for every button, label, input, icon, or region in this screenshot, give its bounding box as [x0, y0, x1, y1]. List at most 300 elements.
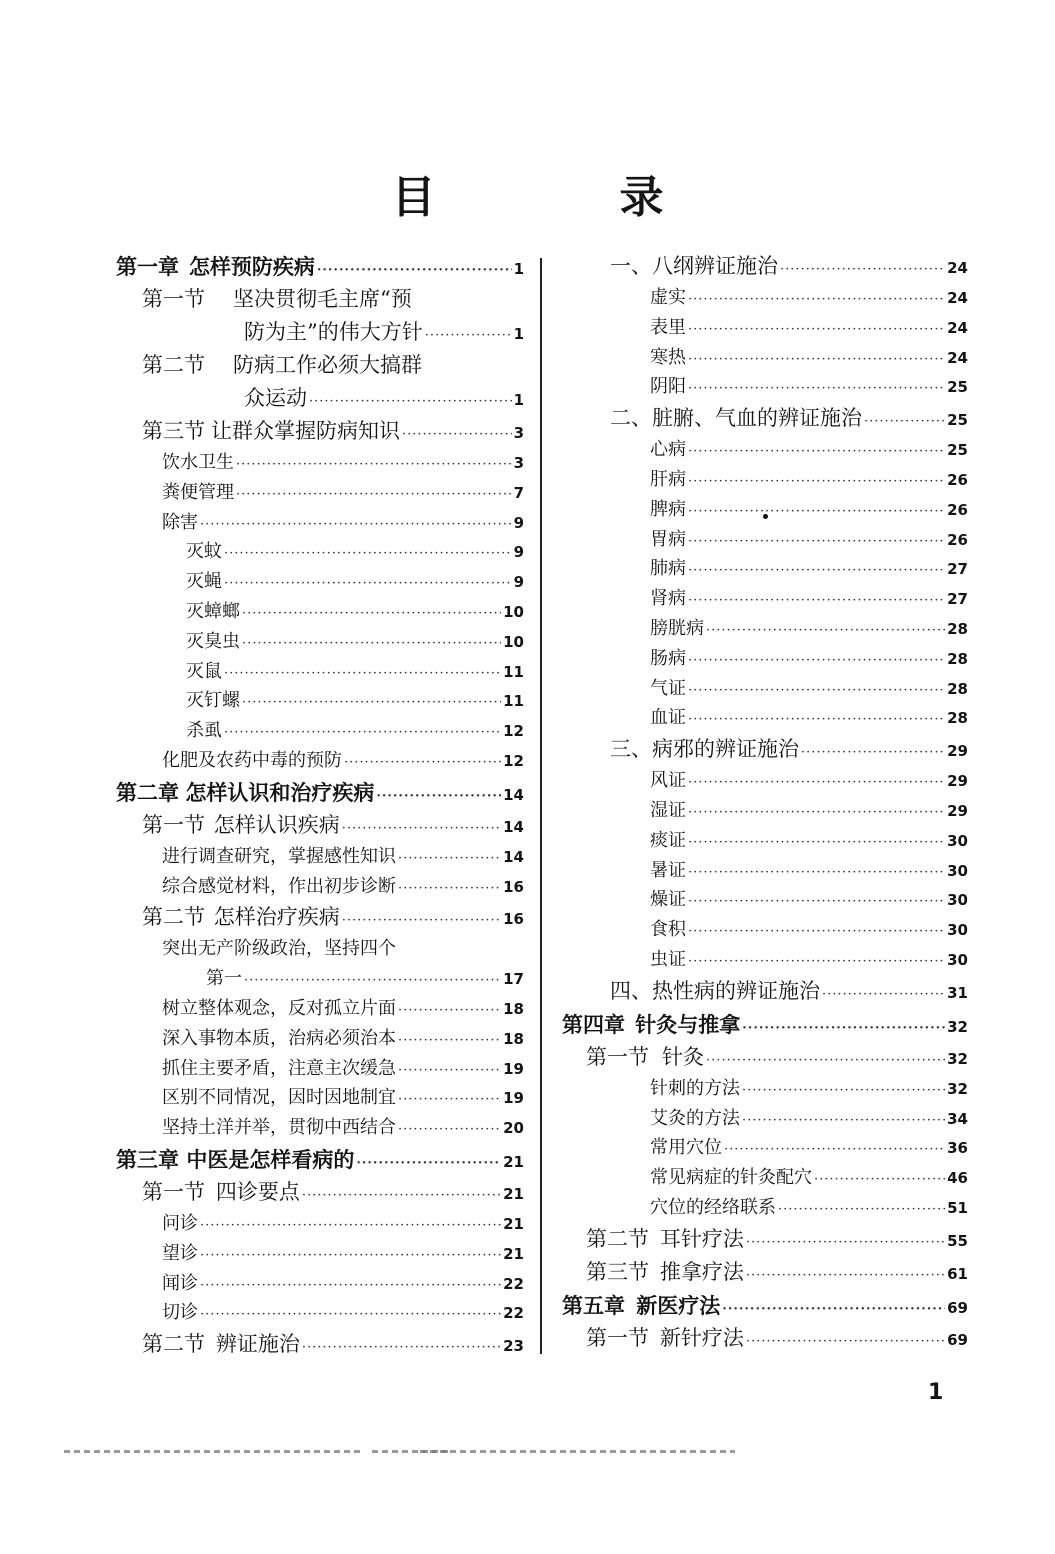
toc-leader-dots: [224, 718, 501, 748]
toc-page-number: 14: [503, 847, 524, 866]
toc-page-number: 24: [947, 348, 968, 367]
toc-item-entry[interactable]: [562, 796, 968, 826]
toc-page-number: 34: [947, 1109, 968, 1128]
toc-leader-dots: [688, 497, 945, 527]
toc-leader-dots: [688, 705, 945, 735]
toc-leader-dots: [398, 1115, 501, 1145]
toc-page-number: 69: [947, 1298, 968, 1317]
toc-entry-title: 胃病: [650, 528, 686, 550]
toc-entry-title: 灭蝇: [186, 571, 222, 593]
toc-leader-dots: [688, 947, 945, 977]
toc-page-number: 32: [947, 1079, 968, 1098]
toc-item-entry[interactable]: [562, 554, 968, 584]
toc-leader-dots: [814, 1165, 945, 1195]
toc-page-number: 30: [947, 921, 968, 940]
toc-entry-title: 问诊: [162, 1212, 198, 1234]
toc-entry-title: 针灸与推拿: [635, 1011, 741, 1037]
toc-leader-dots: [688, 437, 945, 467]
toc-entry-title: 表里: [650, 316, 686, 338]
toc-entry-title: 三、病邪的辨证施治: [610, 737, 799, 762]
toc-entry-title: 饮水卫生: [162, 452, 234, 473]
toc-page-number: 9: [513, 513, 524, 532]
toc-item-entry[interactable]: [562, 525, 968, 555]
toc-entry-title: 阴阳: [650, 376, 686, 398]
toc-page-number: 1: [513, 325, 524, 343]
toc-entry-title: 闻诊: [162, 1272, 198, 1294]
toc-leader-dots: [200, 1211, 501, 1241]
toc-page-number: 28: [947, 679, 968, 698]
toc-page-number: 29: [947, 801, 968, 820]
toc-page-number: 21: [503, 1244, 524, 1263]
toc-item-entry[interactable]: [562, 465, 968, 495]
toc-entry-title: 痰证: [650, 829, 686, 851]
toc-page-number: 18: [503, 999, 524, 1018]
toc-entry-title: 寒热: [650, 346, 686, 368]
toc-item-entry[interactable]: [562, 703, 968, 733]
toc-leader-dots: [778, 1195, 945, 1225]
toc-entry-title: 气证: [650, 677, 686, 699]
toc-page-number: 22: [503, 1274, 524, 1293]
toc-entry-title: 除害: [162, 511, 198, 533]
toc-page-number: 28: [947, 619, 968, 638]
scan-artifact-line: [420, 1450, 735, 1453]
toc-leader-dots: [688, 676, 945, 706]
scan-artifact-line: [64, 1450, 364, 1453]
toc-entry-title: 虫证: [650, 948, 686, 970]
toc-leader-dots: [224, 569, 512, 599]
toc-entry-title: 脾病: [650, 498, 686, 520]
toc-entry-title: 暑证: [650, 859, 686, 881]
toc-item-entry[interactable]: [562, 766, 968, 796]
toc-page-number: 32: [947, 1049, 968, 1068]
toc-leader-dots: [801, 736, 945, 769]
toc-entry-label: 第一节: [142, 812, 205, 837]
toc-chapter-entry[interactable]: [116, 1143, 524, 1176]
toc-leader-dots: [425, 319, 512, 352]
toc-entry-title: 让群众掌握防病知识: [210, 419, 400, 443]
toc-page-number: 31: [947, 983, 968, 1002]
toc-page-number: 27: [947, 590, 968, 609]
toc-leader-dots: [746, 1259, 945, 1292]
toc-entry-title: 针刺的方法: [650, 1077, 740, 1099]
column-divider: [540, 258, 542, 1354]
toc-page-number: 11: [503, 662, 524, 681]
toc-page-number: 29: [947, 742, 968, 761]
toc-leader-dots: [722, 1293, 945, 1326]
toc-page-number: 14: [503, 785, 524, 804]
toc-entry-title: 突出无产阶级政治，坚持四个: [162, 938, 396, 960]
toc-entry-title: 心病: [650, 439, 686, 461]
toc-leader-dots: [356, 1147, 501, 1180]
toc-entry-label: 第二节: [586, 1226, 649, 1251]
toc-page-number: 14: [503, 817, 524, 836]
toc-section-entry[interactable]: [116, 1328, 524, 1361]
toc-item-entry[interactable]: [562, 614, 968, 644]
toc-leader-dots: [688, 556, 945, 586]
toc-page-number: 29: [947, 772, 968, 791]
toc-leader-dots: [200, 1271, 501, 1301]
toc-page-number: 21: [503, 1214, 524, 1233]
toc-entry-title: 树立整体观念，反对孤立片面: [162, 997, 396, 1019]
toc-entry-title: 防病工作必须大搞群: [233, 353, 422, 377]
toc-page-number: 24: [947, 318, 968, 337]
toc-section-entry[interactable]: [116, 283, 524, 349]
toc-item-entry[interactable]: [116, 1083, 524, 1113]
toc-entry-label: 第三节: [142, 419, 205, 443]
toc-page-number: 61: [947, 1264, 968, 1283]
toc-entry-title: 四、热性病的辨证施治: [610, 978, 820, 1003]
toc-leader-dots: [864, 405, 945, 438]
toc-section-entry[interactable]: [116, 901, 524, 934]
toc-item-entry[interactable]: [116, 657, 524, 687]
toc-section-entry[interactable]: [562, 1322, 968, 1355]
toc-page-number: 24: [947, 289, 968, 307]
toc-entry-title: 湿证: [650, 799, 686, 821]
toc-entry-title: 常用穴位: [650, 1137, 722, 1159]
toc-page-number: 16: [503, 910, 524, 929]
toc-leader-dots: [398, 874, 501, 904]
toc-entry-title: 灭臭虫: [186, 630, 240, 652]
toc-entry-title: 肝病: [650, 468, 686, 490]
toc-page-number: 46: [947, 1169, 968, 1188]
toc-leader-dots: [376, 780, 501, 813]
page-title: 目 录: [391, 172, 734, 223]
toc-leader-dots: [398, 1085, 501, 1115]
toc-page-number: 20: [503, 1119, 524, 1138]
toc-item-entry[interactable]: [116, 686, 524, 716]
toc-entry-title: 杀虱: [186, 720, 222, 742]
toc-entry-label: 第三章: [116, 1146, 179, 1172]
toc-page-number: 28: [947, 709, 968, 728]
toc-item-entry[interactable]: [116, 1113, 524, 1143]
toc-item-entry[interactable]: [116, 1298, 524, 1328]
toc-item-entry[interactable]: [116, 567, 524, 597]
toc-page-number: 55: [947, 1231, 968, 1250]
toc-page-number: 69: [947, 1330, 968, 1349]
toc-leader-dots: [688, 768, 945, 798]
toc-entry-title: 坚持土洋并举，贯彻中西结合: [162, 1117, 396, 1139]
toc-section-entry[interactable]: [562, 1223, 968, 1256]
toc-entry-title: 风证: [650, 770, 686, 792]
toc-page-number: 51: [947, 1198, 968, 1217]
toc-leader-dots: [398, 844, 501, 874]
toc-section-entry[interactable]: [562, 250, 968, 283]
toc-page-number: 23: [503, 1337, 524, 1356]
toc-entry-title: 灭蟑螂: [186, 600, 240, 622]
toc-entry-label: 第二节: [142, 353, 205, 377]
toc-entry-title: 辨证施治: [215, 1332, 300, 1357]
toc-section-entry[interactable]: [116, 1176, 524, 1209]
toc-leader-dots: [688, 887, 945, 917]
toc-section-entry[interactable]: [562, 975, 968, 1008]
toc-item-entry[interactable]: [116, 994, 524, 1024]
toc-page-number: 1: [513, 391, 524, 409]
toc-entry-title: 针灸: [662, 1044, 705, 1069]
toc-item-entry[interactable]: [116, 627, 524, 657]
toc-entry-label: 第一节: [142, 287, 205, 311]
toc-entry-title: 耳针疗法: [659, 1226, 744, 1251]
toc-item-entry[interactable]: [562, 1074, 968, 1104]
toc-entry-title: 抓住主要矛盾，注意主次缓急: [162, 1057, 396, 1079]
toc-entry-title-continued: 防为主”的伟大方针: [244, 320, 423, 344]
toc-entry-title: 肺病: [650, 558, 686, 580]
toc-page-number: 12: [503, 751, 524, 770]
toc-item-entry[interactable]: [562, 313, 968, 343]
toc-leader-dots: [688, 858, 945, 888]
toc-entry-title: 膀胱病: [650, 617, 704, 639]
toc-leader-dots: [742, 1106, 945, 1136]
toc-leader-dots: [200, 1241, 501, 1271]
toc-section-entry[interactable]: [116, 415, 524, 448]
toc-entry-label: 第四章: [562, 1011, 625, 1037]
toc-leader-dots: [302, 1331, 501, 1364]
toc-leader-dots: [688, 374, 945, 404]
toc-page-number: 16: [503, 877, 524, 896]
toc-page-number: 26: [947, 470, 968, 489]
toc-item-entry[interactable]: [562, 372, 968, 402]
toc-item-entry[interactable]: [116, 1269, 524, 1299]
toc-entry-label: 第一节: [586, 1044, 649, 1069]
toc-chapter-entry[interactable]: [116, 776, 524, 809]
toc-entry-title: 中医是怎样看病的: [186, 1146, 355, 1172]
toc-leader-dots: [244, 966, 501, 996]
toc-item-entry[interactable]: [562, 915, 968, 945]
toc-leader-dots: [688, 315, 945, 345]
toc-page-number: 3: [513, 424, 524, 442]
toc-item-entry[interactable]: [116, 448, 524, 478]
toc-entry-title: 切诊: [162, 1302, 198, 1324]
toc-page-number: 19: [503, 1059, 524, 1078]
toc-entry-title: 怎样认识和治疗疾病: [185, 779, 375, 805]
toc-leader-dots: [236, 480, 512, 510]
toc-page-number: 22: [503, 1304, 524, 1323]
toc-page-number: 9: [513, 573, 524, 592]
toc-leader-dots: [688, 646, 945, 676]
toc-entry-label: 第二节: [142, 1332, 205, 1357]
toc-chapter-entry[interactable]: [562, 1289, 968, 1322]
toc-item-entry[interactable]: [562, 674, 968, 704]
toc-leader-dots: [706, 1044, 945, 1077]
toc-entry-title: 推拿疗法: [659, 1259, 744, 1284]
toc-item-entry[interactable]: [116, 597, 524, 627]
toc-entry-label: 第五章: [562, 1292, 625, 1318]
toc-entry-title: 灭钉螺: [186, 690, 240, 712]
toc-page-number: 25: [947, 411, 968, 430]
toc-entry-label: 第二章: [116, 779, 179, 805]
toc-item-entry[interactable]: [562, 1104, 968, 1134]
toc-item-entry[interactable]: [562, 826, 968, 856]
toc-entry-title: 怎样预防疾病: [188, 254, 315, 279]
toc-leader-dots: [780, 253, 945, 286]
toc-page-number: 25: [947, 378, 968, 397]
toc-leader-dots: [342, 904, 501, 937]
toc-item-entry[interactable]: [116, 508, 524, 538]
toc-leader-dots: [402, 418, 512, 451]
toc-entry-title-continued: 第一: [206, 968, 242, 990]
toc-entry-title: 艾灸的方法: [650, 1107, 740, 1129]
toc-chapter-entry[interactable]: [562, 1008, 968, 1041]
toc-entry-label: 第三节: [586, 1259, 649, 1284]
page-number: 1: [928, 1380, 944, 1405]
toc-page-number: 25: [947, 441, 968, 460]
toc-item-entry[interactable]: [562, 283, 968, 313]
toc-leader-dots: [242, 599, 501, 629]
toc-chapter-entry[interactable]: [116, 250, 524, 283]
toc-leader-dots: [688, 828, 945, 858]
toc-item-entry[interactable]: [562, 435, 968, 465]
toc-entry-title: 粪便管理: [162, 481, 234, 503]
toc-entry-title: 坚决贯彻毛主席“预: [233, 287, 412, 311]
toc-leader-dots: [200, 510, 512, 540]
toc-item-entry[interactable]: [562, 1163, 968, 1193]
toc-section-entry[interactable]: [562, 733, 968, 766]
toc-item-entry[interactable]: [116, 1239, 524, 1269]
toc-leader-dots: [342, 812, 501, 845]
toc-leader-dots: [822, 978, 945, 1011]
toc-leader-dots: [398, 996, 501, 1026]
toc-section-entry[interactable]: [116, 349, 524, 415]
toc-item-entry[interactable]: [562, 343, 968, 373]
toc-entry-title: 望诊: [162, 1242, 198, 1264]
toc-item-entry[interactable]: [116, 1024, 524, 1054]
toc-page-number: 3: [513, 454, 524, 472]
toc-entry-title: 进行调查研究，掌握感性知识: [162, 845, 396, 867]
toc-entry-title: 化肥及农药中毒的预防: [162, 749, 342, 771]
toc-page-number: 26: [947, 530, 968, 549]
toc-page-number: 30: [947, 891, 968, 910]
toc-item-entry[interactable]: [562, 1133, 968, 1163]
toc-entry-title: 深入事物本质，治病必须治本: [162, 1027, 396, 1049]
toc-page-number: 1: [513, 260, 524, 278]
toc-leader-dots: [224, 539, 512, 569]
toc-page-number: 28: [947, 649, 968, 668]
toc-item-entry[interactable]: [116, 716, 524, 746]
toc-page-number: 21: [503, 1152, 524, 1171]
toc-item-entry[interactable]: [562, 584, 968, 614]
toc-page-number: 12: [503, 722, 524, 741]
toc-page-number: 26: [947, 500, 968, 519]
toc-item-entry[interactable]: [562, 945, 968, 975]
toc-page-number: 21: [503, 1184, 524, 1203]
toc-entry-title: 燥证: [650, 889, 686, 911]
toc-item-entry[interactable]: [116, 478, 524, 508]
toc-leader-dots: [688, 285, 945, 315]
toc-entry-title-continued: 众运动: [244, 386, 307, 410]
toc-leader-dots: [688, 527, 945, 557]
toc-page-number: 27: [947, 560, 968, 579]
toc-entry-title: 新医疗法: [636, 1292, 721, 1318]
toc-entry-label: 第一节: [142, 1179, 205, 1204]
toc-entry-title: 区别不同情况，因时因地制宜: [162, 1087, 396, 1109]
toc-entry-title: 常见病症的针灸配穴: [650, 1167, 812, 1189]
toc-leader-dots: [398, 1026, 501, 1056]
toc-leader-dots: [688, 467, 945, 497]
toc-item-entry[interactable]: [116, 872, 524, 902]
toc-entry-title: 灭蚊: [186, 541, 222, 563]
toc-page-number: 24: [947, 259, 968, 277]
toc-leader-dots: [688, 917, 945, 947]
toc-page-number: 10: [503, 602, 524, 621]
toc-entry-title: 新针疗法: [659, 1325, 744, 1350]
toc-page-number: 7: [513, 483, 524, 502]
toc-page-number: 30: [947, 831, 968, 850]
toc-leader-dots: [688, 345, 945, 375]
toc-entry-title: 虚实: [650, 287, 686, 308]
toc-item-entry[interactable]: [562, 885, 968, 915]
toc-leader-dots: [224, 659, 501, 689]
toc-entry-title: 穴位的经络联系: [650, 1196, 776, 1218]
toc-leader-dots: [302, 1179, 501, 1212]
toc-entry-label: 第一节: [586, 1325, 649, 1350]
toc-section-entry[interactable]: [562, 1256, 968, 1289]
toc-entry-title: 四诊要点: [215, 1179, 300, 1204]
toc-page-number: 30: [947, 950, 968, 969]
toc-item-entry[interactable]: [116, 537, 524, 567]
toc-entry-title: 血证: [650, 707, 686, 729]
toc-page-number: 9: [513, 543, 524, 562]
toc-item-entry[interactable]: [116, 934, 524, 994]
toc-leader-dots: [242, 688, 501, 718]
toc-item-entry[interactable]: [116, 842, 524, 872]
toc-leader-dots: [742, 1076, 945, 1106]
toc-leader-dots: [309, 385, 512, 418]
toc-page-number: 30: [947, 861, 968, 880]
toc-item-entry[interactable]: [116, 1054, 524, 1084]
toc-leader-dots: [398, 1056, 501, 1086]
toc-section-entry[interactable]: [562, 402, 968, 435]
toc-entry-title: 一、八纲辨证施治: [610, 254, 778, 278]
toc-entry-title: 怎样认识疾病: [213, 812, 340, 837]
toc-item-entry[interactable]: [562, 1193, 968, 1223]
toc-entry-title: 二、脏腑、气血的辨证施治: [610, 406, 862, 431]
toc-item-entry[interactable]: [562, 495, 968, 525]
toc-leader-dots: [746, 1325, 945, 1358]
toc-page-number: 19: [503, 1089, 524, 1108]
toc-item-entry[interactable]: [116, 1209, 524, 1239]
toc-section-entry[interactable]: [116, 809, 524, 842]
toc-page-number: 36: [947, 1139, 968, 1158]
toc-leader-dots: [746, 1226, 945, 1259]
toc-item-entry[interactable]: [562, 644, 968, 674]
toc-entry-label: 第一章: [116, 254, 179, 279]
toc-entry-label: 第二节: [142, 905, 205, 930]
toc-item-entry[interactable]: [116, 746, 524, 776]
toc-page-number: 10: [503, 632, 524, 651]
toc-item-entry[interactable]: [562, 856, 968, 886]
toc-leader-dots: [688, 798, 945, 828]
toc-entry-title: 肠病: [650, 647, 686, 669]
toc-leader-dots: [242, 629, 501, 659]
scan-speck: [763, 514, 768, 519]
toc-leader-dots: [724, 1135, 945, 1165]
toc-section-entry[interactable]: [562, 1041, 968, 1074]
toc-leader-dots: [344, 748, 501, 778]
toc-leader-dots: [688, 586, 945, 616]
toc-leader-dots: [706, 616, 945, 646]
toc-leader-dots: [742, 1012, 945, 1045]
toc-entry-title: 综合感觉材料，作出初步诊断: [162, 875, 396, 897]
toc-page-number: 17: [503, 970, 524, 989]
toc-entry-title: 怎样治疗疾病: [213, 905, 340, 930]
toc-leader-dots: [200, 1300, 501, 1330]
toc-entry-title: 肾病: [650, 588, 686, 610]
toc-left-column: [116, 250, 524, 1361]
toc-page-number: 32: [947, 1017, 968, 1036]
toc-entry-title: 灭鼠: [186, 660, 222, 682]
toc-page-number: 18: [503, 1029, 524, 1048]
toc-leader-dots: [236, 450, 512, 480]
toc-entry-title: 食积: [650, 919, 686, 941]
